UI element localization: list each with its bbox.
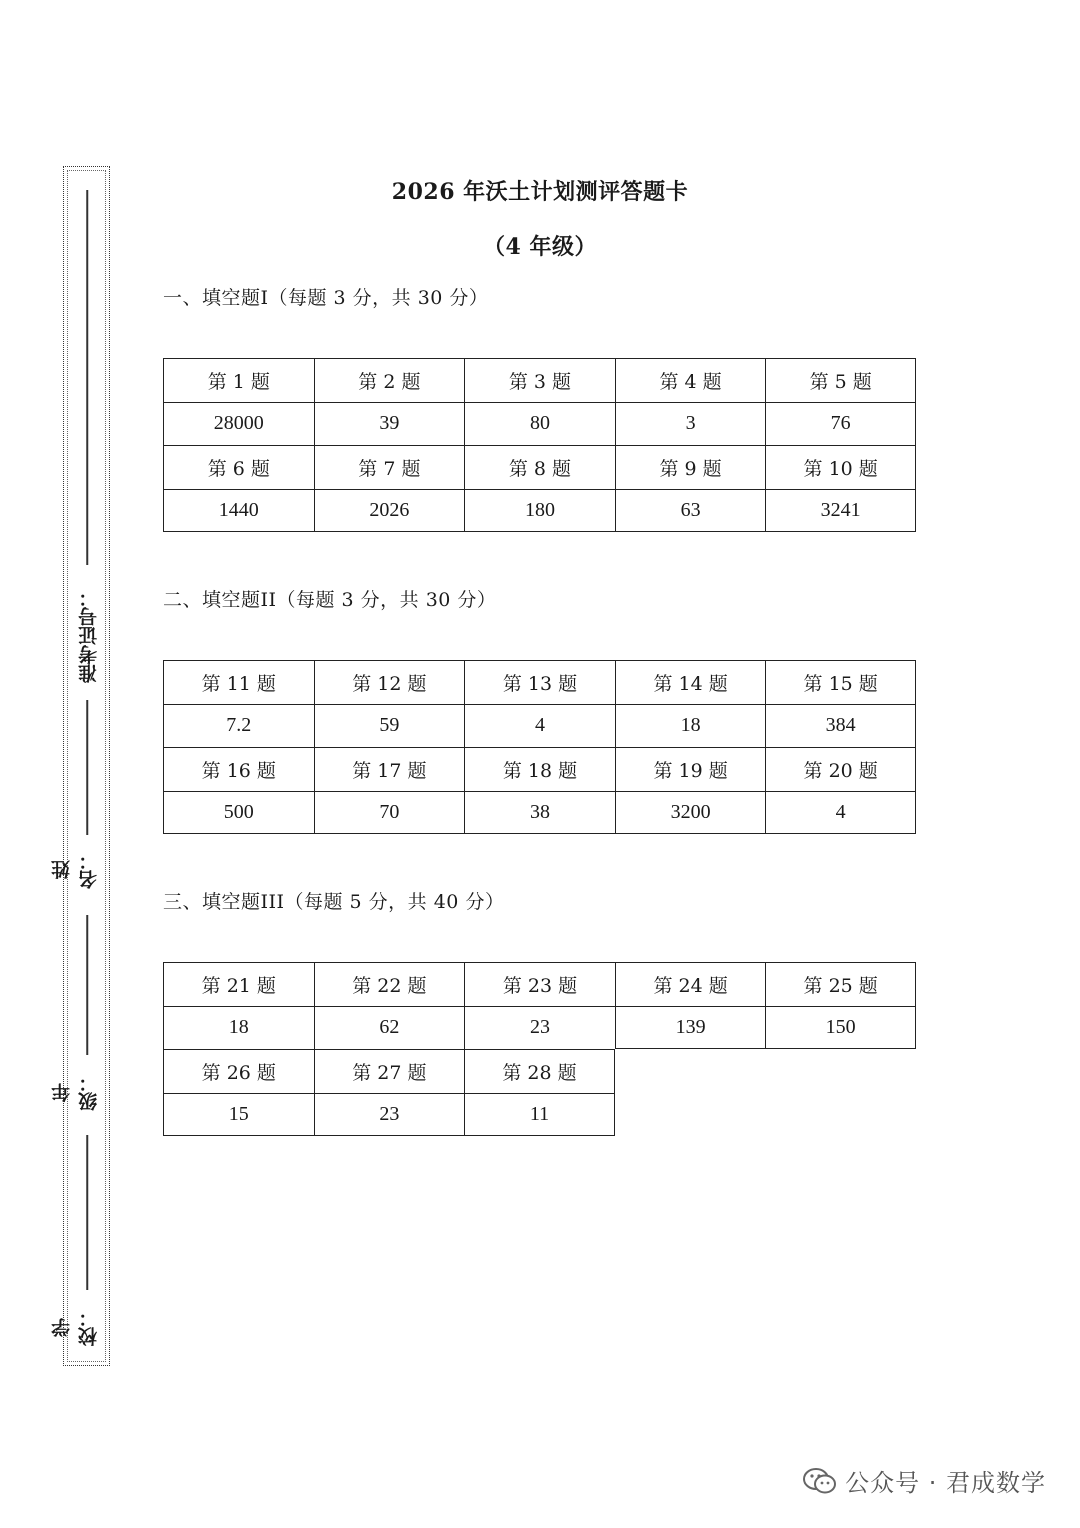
question-label: 第 19 题: [615, 747, 766, 791]
school-label: 学校：: [51, 1308, 100, 1347]
answer-cell: 3: [615, 402, 766, 446]
answer-cell: 4: [464, 704, 615, 748]
answer-cell: 139: [615, 1006, 766, 1050]
table-row: [163, 1049, 916, 1093]
table-row: [163, 1006, 916, 1050]
answer-cell: 28000: [163, 402, 314, 446]
question-label: 第 10 题: [765, 445, 916, 489]
answer-cell: 59: [314, 704, 465, 748]
table-row: [163, 445, 916, 489]
answer-table-3: [163, 962, 916, 1136]
table-row: [163, 1093, 916, 1137]
question-label: 第 12 题: [314, 660, 465, 704]
question-label: 第 25 题: [765, 962, 916, 1006]
wechat-icon: [803, 1467, 837, 1495]
school-line[interactable]: [86, 1135, 88, 1290]
answer-cell: 384: [765, 704, 916, 748]
question-label: 第 22 题: [314, 962, 465, 1006]
question-label: 第 26 题: [163, 1049, 314, 1093]
table-row: [163, 489, 916, 533]
answer-cell: 18: [163, 1006, 314, 1050]
answer-cell: 4: [765, 791, 916, 835]
question-label: 第 4 题: [615, 358, 766, 402]
answer-cell: 38: [464, 791, 615, 835]
answer-cell: 1440: [163, 489, 314, 533]
table-row: [163, 402, 916, 446]
grade-label: 年级：: [51, 1073, 100, 1112]
section-2-title: 二、填空题II（每题 3 分，共 30 分）: [163, 589, 497, 611]
answer-cell: 3241: [765, 489, 916, 533]
answer-cell: 11: [464, 1093, 615, 1137]
question-label: 第 8 题: [464, 445, 615, 489]
table-row: [163, 660, 916, 704]
answer-cell: 7.2: [163, 704, 314, 748]
answer-cell: 18: [615, 704, 766, 748]
footer-watermark: [803, 1463, 1046, 1498]
question-label: 第 7 题: [314, 445, 465, 489]
question-label: 第 18 题: [464, 747, 615, 791]
answer-cell: 23: [314, 1093, 465, 1137]
question-label: 第 6 题: [163, 445, 314, 489]
name-label: 姓名：: [51, 851, 100, 889]
answer-cell: 76: [765, 402, 916, 446]
name-line[interactable]: [86, 700, 88, 835]
question-label: 第 24 题: [615, 962, 766, 1006]
question-label: 第 2 题: [314, 358, 465, 402]
page-subtitle: （4 年级）: [483, 234, 597, 260]
question-label: 第 17 题: [314, 747, 465, 791]
question-label: 第 16 题: [163, 747, 314, 791]
question-label: 第 5 题: [765, 358, 916, 402]
question-label: 第 14 题: [615, 660, 766, 704]
answer-cell: 63: [615, 489, 766, 533]
exam-no-label: 准考证号：: [78, 587, 100, 683]
section-3-title: 三、填空题III（每题 5 分，共 40 分）: [163, 891, 505, 913]
question-label: 第 23 题: [464, 962, 615, 1006]
answer-cell: 180: [464, 489, 615, 533]
question-label: 第 21 题: [163, 962, 314, 1006]
question-label: 第 11 题: [163, 660, 314, 704]
answer-cell: 3200: [615, 791, 766, 835]
table-row: [163, 791, 916, 835]
answer-cell: 80: [464, 402, 615, 446]
question-label: 第 1 题: [163, 358, 314, 402]
answer-cell: 15: [163, 1093, 314, 1137]
question-label: 第 28 题: [464, 1049, 615, 1093]
question-label: 第 27 题: [314, 1049, 465, 1093]
answer-cell: 39: [314, 402, 465, 446]
answer-cell: 62: [314, 1006, 465, 1050]
answer-cell: 2026: [314, 489, 465, 533]
grade-line[interactable]: [86, 915, 88, 1055]
question-label: 第 9 题: [615, 445, 766, 489]
table-row: [163, 704, 916, 748]
question-label: 第 3 题: [464, 358, 615, 402]
table-row: [163, 747, 916, 791]
footer-text: 公众号 · 君成数学: [845, 1469, 1046, 1497]
answer-cell: 150: [765, 1006, 916, 1050]
answer-table-1: [163, 358, 916, 532]
table-row: [163, 962, 916, 1006]
answer-cell: 500: [163, 791, 314, 835]
question-label: 第 15 题: [765, 660, 916, 704]
section-1-title: 一、填空题I（每题 3 分，共 30 分）: [163, 287, 489, 309]
question-label: 第 20 题: [765, 747, 916, 791]
page-title: 2026 年沃土计划测评答题卡: [391, 179, 689, 205]
question-label: 第 13 题: [464, 660, 615, 704]
table-row: [163, 358, 916, 402]
answer-table-2: [163, 660, 916, 834]
answer-cell: 23: [464, 1006, 615, 1050]
answer-cell: 70: [314, 791, 465, 835]
